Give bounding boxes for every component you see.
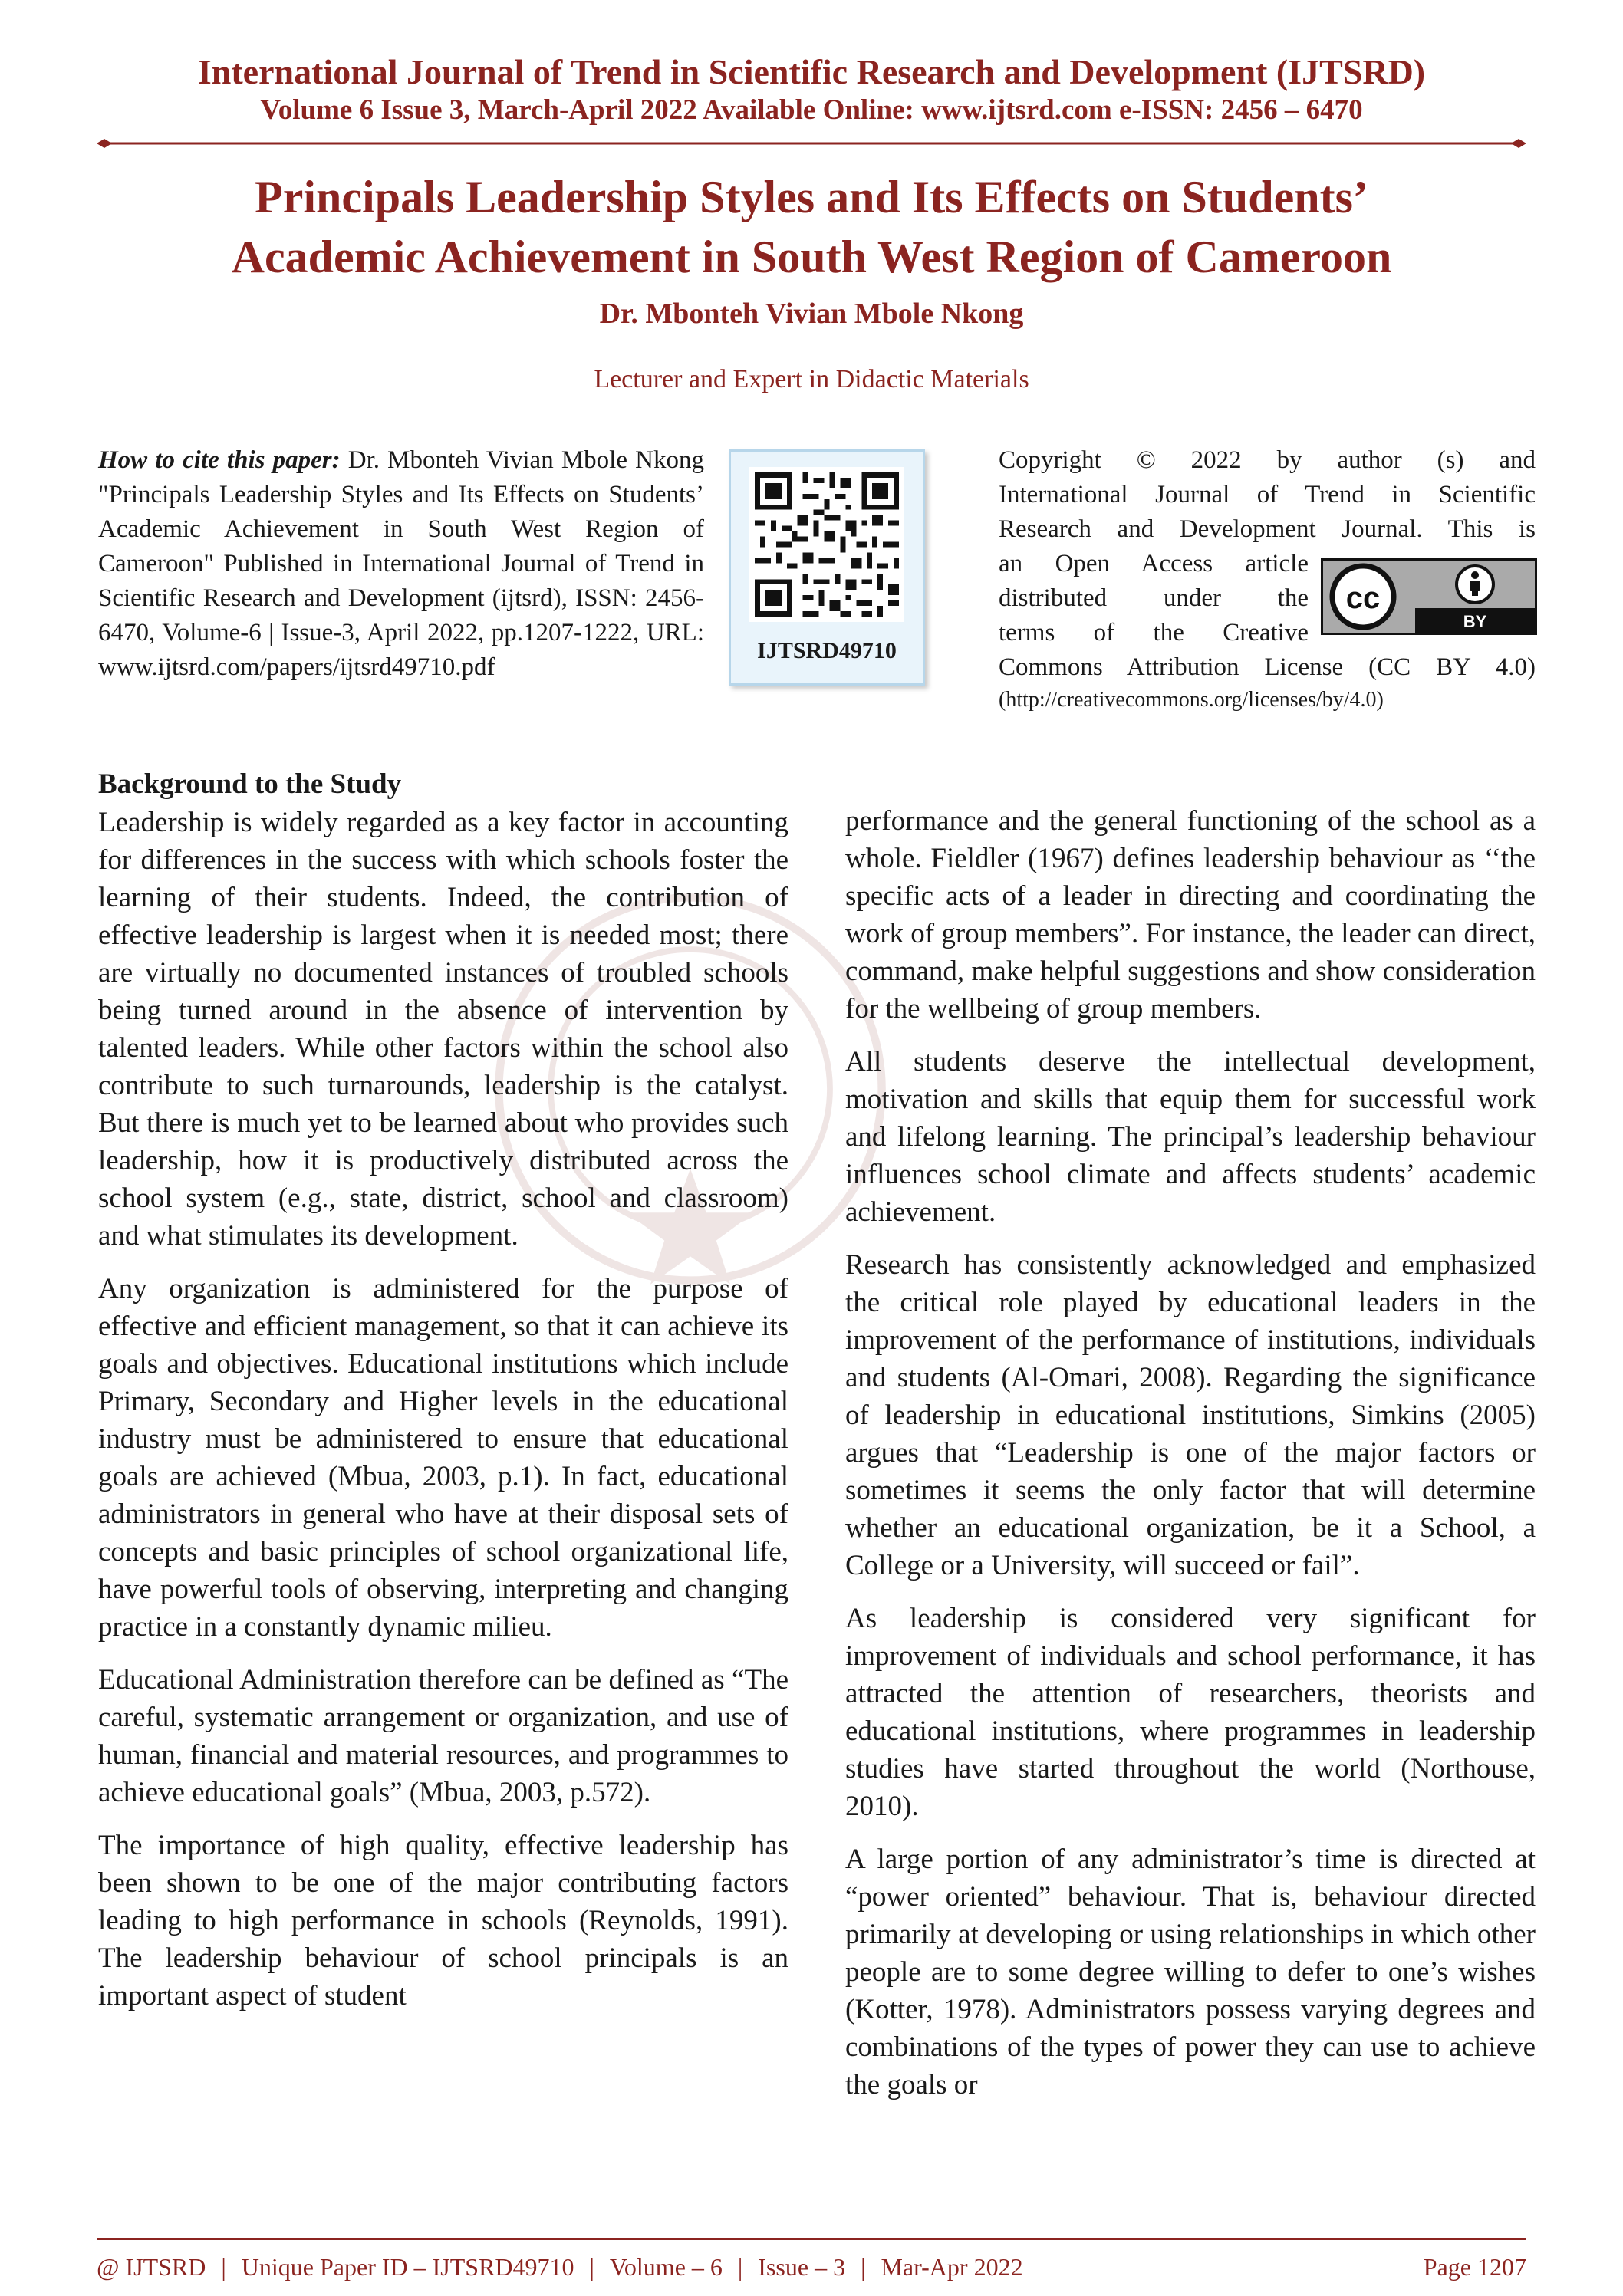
header-rule [97, 138, 1526, 149]
paragraph: A large portion of any administrator’s time is directed at “power oriented” behaviour. That is, behaviour directed primarily at developing or using relationships in which other people are to some degree willing to defer to one’s wishes (Kotter, 1978). Administrators possess varying degrees and combinations of the types of power they can use to achieve the goals or [845, 1844, 1536, 2100]
footer-date: Mar-Apr 2022 [881, 2253, 1023, 2281]
body-column-right [845, 802, 1536, 2119]
journal-title: International Journal of Trend in Scientific Research and Development (IJTSRD) [197, 52, 1426, 91]
body-column-left [98, 767, 788, 2030]
footer-journal: @ IJTSRD [97, 2253, 206, 2281]
page-number: Page 1207 [1423, 2253, 1526, 2281]
footer-separator: | [737, 2253, 743, 2281]
author-name: Dr. Mbonteh Vivian Mbole Nkong [599, 298, 1024, 330]
citation-label: How to cite this paper: [98, 446, 341, 474]
paper-title-line-2: Academic Achievement in South West Region of Cameroon [231, 232, 1392, 282]
license-url: (http://creativecommons.org/licenses/by/4.0) [999, 688, 1384, 712]
creative-commons-icon [1323, 561, 1535, 633]
copyright-line-3: Research and Development Journal. This is [999, 515, 1536, 543]
copyright-line-6: terms of the Creative [999, 619, 1309, 646]
paragraph: Leadership is widely regarded as a key factor in accounting for differences in the success with which schools foster the learning of their students. Indeed, the contribution of effective leadership is largest when it is needed most; there are virtually no documented instances of troubled schools being turned around in the absence of intervention by talented leaders. While other factors within the school also contribute to such turnarounds, leadership is the catalyst. But there is much yet to be learned about who provides such leadership, how it is productively distributed across the school system (e.g., state, district, school and classroom) and what stimulates its development. [98, 807, 788, 1252]
citation-text: Dr. Mbonteh Vivian Mbole Nkong "Principals Leadership Styles and Its Effects on Students’ Academic Achievement in South West Region of Cameroon" Published in International Journal of Trend in Scientific Research and Development (ijtsrd), ISSN: 2456-6470, Volume-6 | Issue-3, April 2022, pp.1207-1222, URL: www.ijtsrd.com/papers/ijtsrd49710.pdf [98, 446, 704, 681]
qr-code-box [729, 449, 925, 686]
paragraph: The importance of high quality, effective leadership has been shown to be one of the major contributing factors leading to high performance in schools (Reynolds, 1991). The leadership behaviour of school principals is an important aspect of student [98, 1830, 788, 2011]
author-affiliation: Lecturer and Expert in Didactic Materials [594, 365, 1029, 393]
page-footer [97, 2248, 1526, 2285]
footer-separator: | [221, 2253, 226, 2281]
footer-separator: | [861, 2253, 866, 2281]
qr-code-icon [749, 467, 904, 622]
paragraph: Research has consistently acknowledged and emphasized the critical role played by educational leaders in the improvement of the performance of institutions, individuals and students (Al-Omari, 2008). Regarding the significance of leadership in educational institutions, Simkins (2005) argues that “Leadership is one of the major factors or sometimes it seems the only factor that will determine whether an educational organization, be it a School, a College or a University, will succeed or fail”. [845, 1249, 1536, 1581]
citation-block [98, 443, 704, 685]
copyright-line-7: Commons Attribution License (CC BY 4.0) [999, 653, 1536, 681]
copyright-line-5: distributed under the [999, 584, 1309, 612]
paragraph: Any organization is administered for the purpose of effective and efficient management, so that it can achieve its goals and objectives. Educational institutions which include Primary, Secondary and Higher levels in the educational industry must be administered to ensure that educational goals are achieved (Mbua, 2003, p.1). In fact, educational administrators in general who have at their disposal sets of concepts and basic principles of school organizational life, have powerful tools of observing, interpreting and changing practice in a constantly dynamic milieu. [98, 1273, 788, 1643]
footer-separator: | [589, 2253, 594, 2281]
paragraph: performance and the general functioning of the school as a whole. Fieldler (1967) defines leadership behaviour as ‘‘the specific acts of a leader in directing and coordinating the work of group members”. For instance, the leader can direct, command, make helpful suggestions and show consideration for the wellbeing of group members. [845, 805, 1536, 1025]
cc-by-label: BY [1463, 612, 1487, 631]
copyright-line-1: Copyright © 2022 by author (s) and [999, 446, 1536, 474]
copyright-line-2: International Journal of Trend in Scientific [999, 481, 1536, 508]
footer-issue: Issue – 3 [758, 2253, 846, 2281]
section-heading: Background to the Study [98, 768, 402, 800]
copyright-line-4: an Open Access article [999, 550, 1309, 577]
journal-volume-line: Volume 6 Issue 3, March-April 2022 Available Online: www.ijtsrd.com e-ISSN: 2456 – 6470 [260, 94, 1363, 126]
qr-paper-id: IJTSRD49710 [757, 638, 897, 663]
cc-by-badge [1321, 558, 1537, 635]
svg-text:cc: cc [1345, 581, 1381, 615]
paper-title-line-1: Principals Leadership Styles and Its Effects on Students’ [255, 172, 1368, 222]
paragraph: All students deserve the intellectual development, motivation and skills that equip them for successful work and lifelong learning. The principal’s leadership behaviour influences school climate and affects students’ academic achievement. [845, 1046, 1536, 1228]
paragraph: As leadership is considered very significant for improvement of individuals and school performance, it has attracted the attention of researchers, theorists and educational institutions, where programmes in leadership studies have started throughout the world (Northouse, 2010). [845, 1603, 1536, 1822]
footer-paper-id: Unique Paper ID – IJTSRD49710 [241, 2253, 574, 2281]
paper-title [0, 167, 1623, 287]
footer-volume: Volume – 6 [609, 2253, 723, 2281]
paragraph: Educational Administration therefore can be defined as “The careful, systematic arrangement or organization, and use of human, financial and material resources, and programmes to achieve educational goals” (Mbua, 2003, p.572). [98, 1664, 788, 1808]
footer-rule [97, 2238, 1526, 2240]
